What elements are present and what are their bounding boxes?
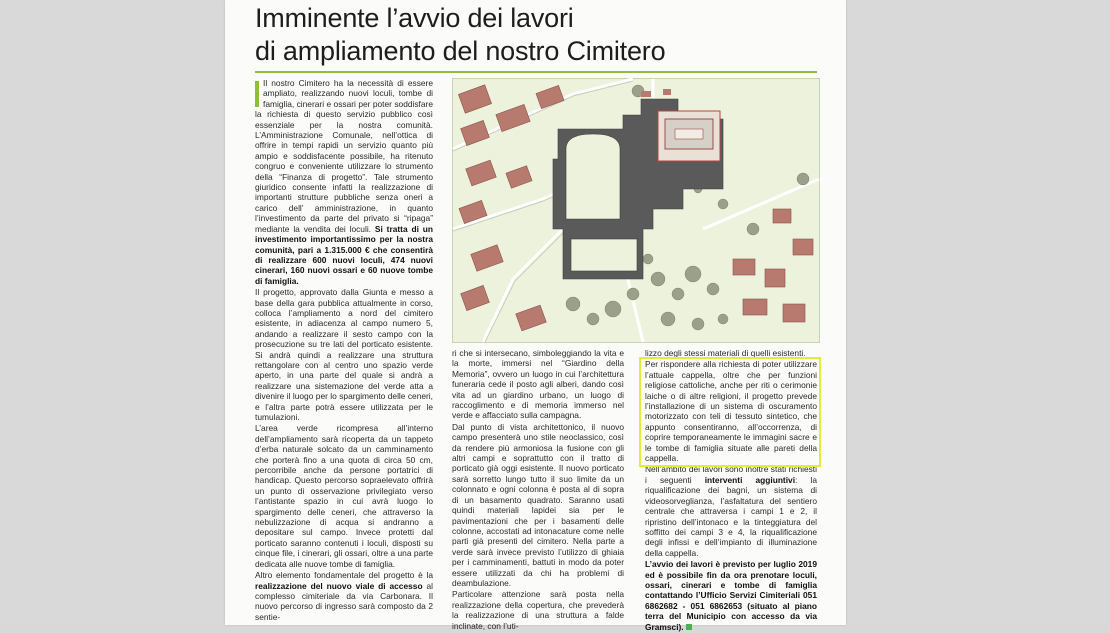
- text: Nell’ambito dei lavori sono inoltre stati richiesti i seguenti: [645, 464, 817, 485]
- text: : la riqualificazione dei bagni, un sistema di videosorveglianza, l’asfaltatura del sentiero centrale che attraversa i campi 1 e 2, il ripristino dell’intonaco e la tinteggiatura del soffitto dei campi 3 e 4, la riqualificazione degli infissi e dell’impianto di illuminazione della cappella.: [645, 474, 817, 558]
- text: Il nostro Cimitero ha la necessità di essere ampliato, realizzando nuovi loculi, tombe di famiglia, cinerari e ossari per poter soddisfare la richiesta di questo servizio pubblico così essenziale per la nostra comunità. L’Amministrazione Comunale, nell’ottica di offrire in tempi rapidi un servizio quanto più ampio e soddisfacente possibile, ha ritenuto congruo e conveniente utilizzare lo strumento della “Finanza di progetto”. Tale strumento giuridico consente infatti la realizzazione di importanti strutture pubbliche senza oneri a carico dell’ amministrazione, in quanto l’investimento da parte del privato si “ripaga” mediante la vendita dei loculi.: [255, 78, 433, 234]
- title-line-1: Imminente l’avvio dei lavori: [255, 3, 574, 33]
- text: al complesso cimiteriale da via Carbonara. Il nuovo percorso di ingresso sarà composto da 2 sentie-: [255, 580, 433, 622]
- paragraph: Dal punto di vista architettonico, il nuovo campo presenterà uno stile neoclassico, così da rendere più armoniosa la fusione con gli altri campi e soprattutto con il tratto di porticato già oggi esistente. Il nuovo porticato sarà sorretto lungo tutto il suo limite da un colonnato e ogni colonna è posta al di sopra di un basamento quadrato. Saranno usati quindi materiali lapidei sia per le pavimentazioni che per i basamenti delle colonne, accostati ad intonacature come nelle parti già presenti del cimitero. Nella parte a verde sarà invece previsto l’utilizzo di ghiaia per i camminamenti, battuti in modo da poter essere utilizzati da chi ha problemi di deambulazione.: [452, 421, 624, 588]
- bold-text: interventi aggiuntivi: [704, 474, 796, 485]
- text-column-2: [452, 348, 624, 632]
- highlight-box: [639, 357, 821, 467]
- text: Altro elemento fondamentale del progetto è la: [255, 570, 433, 581]
- paragraph: Per rispondere alla richiesta di poter utilizzare l’attuale cappella, oltre che per funzioni religiose cattoliche, anche per riti o cerimonie laiche o di altre religioni, il progetto prevede l’installazione di un sistema di oscuramento motorizzato con teli di tessuto sintetico, che appunto consentiranno, all’occorrenza, di coprire temporaneamente le immagini sacre e le tombe di famiglia situate alle pareti della cappella.: [645, 359, 817, 464]
- paragraph: Particolare attenzione sarà posta nella realizzazione della copertura, che prevederà la realizzazione di una struttura a falde inclinate, con l’uti-: [452, 589, 624, 631]
- end-mark-icon: [686, 624, 692, 630]
- title-line-2: di ampliamento del nostro Cimitero: [255, 36, 666, 66]
- paragraph: L’area verde ricompresa all’interno dell’ampliamento sarà ricoperta da un tappeto d’erba naturale solcato da un camminamento che porterà fino a una quota di circa 50 cm, percorribile anche da persone portatrici di handicap. Questo percorso sopraelevato offrirà un punto di osservazione privilegiato verso l’antistante spazio in cui avrà luogo lo spargimento delle ceneri, che attraverso la nebulizzazione di acqua si andranno a depositare sul campo. Invece protetti dal porticato saranno contenuti i loculi, disposti su cinque file, i cinerari, gli ossari, oltre a una parte dedicata alle nuove tombe di famiglia.: [255, 423, 433, 569]
- bold-text: realizzazione del nuovo viale di accesso: [255, 580, 423, 591]
- paragraph: [255, 78, 433, 286]
- paragraph: lizzo degli stessi materiali di quelli esistenti.: [645, 348, 806, 358]
- dropcap-bar: [255, 81, 259, 107]
- article-title: [255, 2, 835, 68]
- paragraph: [255, 570, 433, 622]
- text-column-1: [255, 78, 433, 623]
- map-drawing: [453, 79, 819, 342]
- paragraph: ri che si intersecano, simboleggiando la vita e la morte, immersi nel “Giardino della Memoria”, ovvero un luogo in cui l’architettura funeraria cede il posto agli alberi, dando così vita ad un giardino urbano, un luogo di raccoglimento e di memoria immerso nel verde e affacciato sulla campagna.: [452, 348, 624, 421]
- title-rule: [255, 71, 817, 73]
- magazine-page: [225, 0, 846, 632]
- paragraph: Il progetto, approvato dalla Giunta e messo a base della gara pubblica attualmente in corso, colloca l’ampliamento a nord del cimitero esistente, in adiacenza al campo numero 5, andando a realizzare il sesto campo con la prosecuzione su tre lati del porticato esistente. Si andrà quindi a realizzare una struttura rettangolare con al centro uno spazio verde aperto, in una parte del quale si andrà a realizzare una sistemazione del verde atta a divenire il luogo per lo spargimento delle ceneri, e l’altra parte potrà essere utilizzata per le tumulazioni.: [255, 287, 433, 422]
- paragraph: [645, 559, 817, 632]
- cemetery-plan-map: [452, 78, 820, 343]
- bold-text: Si tratta di un investimento importantissimo per la nostra comunità, pari a 1.315.000 € che consentirà di realizzare 600 nuovi loculi, 474 nuovi cinerari, 160 nuovi ossari e 60 nuove tombe di famiglia.: [255, 223, 434, 286]
- paragraph: [645, 464, 817, 558]
- bold-text: L’avvio dei lavori è previsto per luglio 2019 ed è possibile fin da ora prenotare loculi, ossari, cinerari e tombe di famiglia contattando l’Ufficio Servizi Cimiteriali 051 6862682 - 051 6862653 (situato al piano terra del Municipio con accesso da via Gramsci).: [645, 559, 817, 632]
